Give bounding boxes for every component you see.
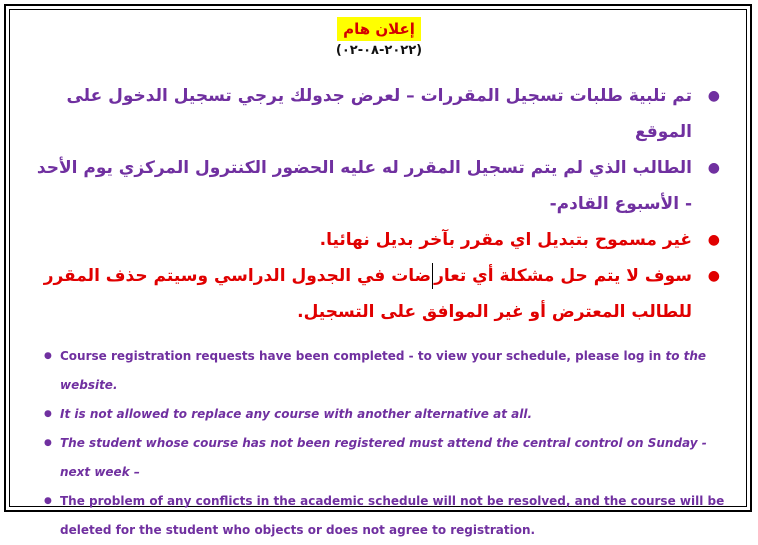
list-item xyxy=(32,222,722,258)
list-item xyxy=(44,400,734,429)
english-item-text: Course registration requests have been completed - to view your schedule, please log in xyxy=(60,349,666,363)
bullet-icon: ● xyxy=(707,232,720,248)
bullet-icon: ● xyxy=(44,438,52,448)
arabic-announcement-list xyxy=(32,78,722,330)
list-item xyxy=(32,78,722,150)
list-item xyxy=(44,487,734,545)
list-item xyxy=(44,342,734,400)
english-item-text: The student whose course has not been registered must attend the central control on Sunday - next week – xyxy=(60,436,707,479)
bullet-icon: ● xyxy=(44,351,52,361)
english-announcement-list xyxy=(44,342,734,545)
arabic-item-text-start: سوف لا يتم حل مشكلة أي تعار xyxy=(434,266,692,286)
list-item xyxy=(44,429,734,487)
bullet-icon: ● xyxy=(707,88,720,104)
english-item-text: It is not allowed to replace any course with another alternative at all. xyxy=(60,407,533,421)
bullet-icon: ● xyxy=(707,160,720,176)
arabic-item-text: غير مسموح بتبديل اي مقرر بآخر بديل نهائيا. xyxy=(319,230,692,250)
english-item-text: The problem of any conflicts in the academic schedule will not be resolved, and the course will be deleted for the student who objects or does not agree to registration. xyxy=(60,494,725,537)
english-item-italic: to the website. xyxy=(60,349,707,392)
announcement-date: (٢٠٢٢-٠٨-٠٢) xyxy=(335,43,423,58)
list-item xyxy=(32,258,722,330)
bullet-icon: ● xyxy=(44,496,52,506)
arabic-item-text: تم تلبية طلبات تسجيل المقررات – لعرض جدولك يرجي تسجيل الدخول على الموقع xyxy=(66,86,692,142)
list-item xyxy=(32,150,722,222)
text-cursor xyxy=(432,263,433,289)
announcement-title: إعلان هام xyxy=(337,17,421,41)
arabic-item-text-end: ضات في الجدول الدراسي وسيتم حذف المقرر للطالب المعترض أو غير الموافق على التسجيل. xyxy=(43,266,692,322)
arabic-item-text: الطالب الذي لم يتم تسجيل المقرر له عليه الحضور الكنترول المركزي يوم الأحد - الأسبوع القادم- xyxy=(36,158,692,214)
bullet-icon: ● xyxy=(707,268,720,284)
title-container xyxy=(0,17,758,41)
bullet-icon: ● xyxy=(44,409,52,419)
